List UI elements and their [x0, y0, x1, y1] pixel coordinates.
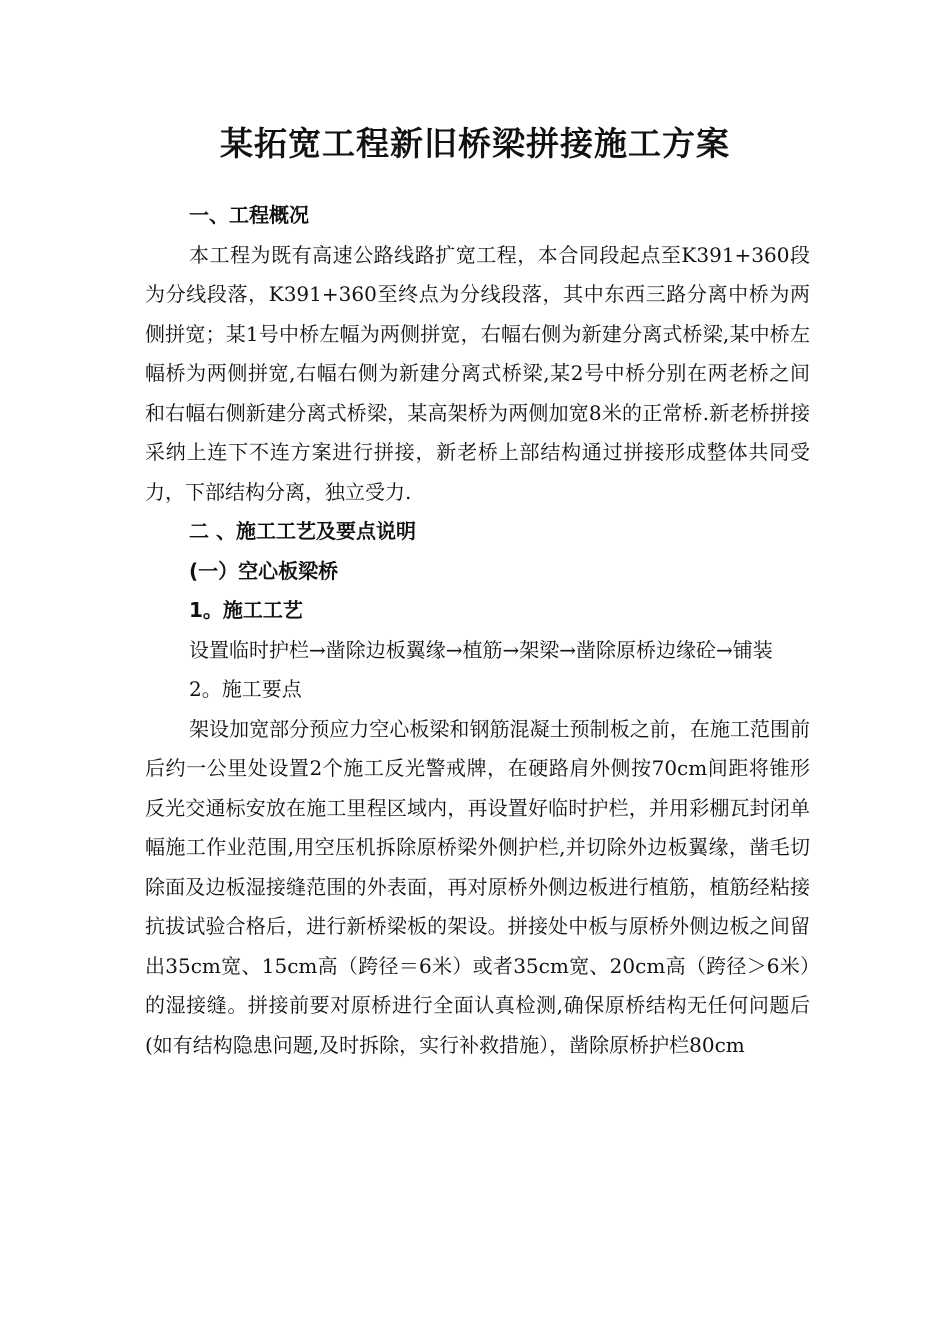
paragraph-process-steps: 设置临时护栏→凿除边板翼缘→植筋→架梁→凿除原桥边缘砼→铺装: [189, 637, 773, 662]
paragraph-construction-points: 架设加宽部分预应力空心板梁和钢筋混凝土预制板之前，在施工范围前后约一公里处设置2个施工反光警戒牌，在硬路肩外侧按70cm间距将锥形反光交通标安放在施工里程区域内，再设置好临时护栏，并用彩棚瓦封闭单幅施工作业范围,用空压机拆除原桥梁外侧护栏,并切除外边板翼缘，凿毛切除面及边板湿接缝范围的外表面，再对原桥外侧边板进行植筋，植筋经粘接抗拔试验合格后，进行新桥梁板的架设。拼接处中板与原桥外侧边板之间留出35cm宽、15cm高（跨径＝6米）或者35cm宽、20cm高（跨径＞6米）的湿接缝。拼接前要对原桥进行全面认真检测,确保原桥结构无任何问题后(如有结构隐患问题,及时拆除，实行补救措施），凿除原桥护栏80cm: [145, 716, 810, 1057]
paragraph-overview: 本工程为既有高速公路线路扩宽工程，本合同段起点至K391+360段为分线段落，K391+360至终点为分线段落，其中东西三路分离中桥为两侧拼宽；某1号中桥左幅为两侧拼宽，右幅右侧为新建分离式桥梁,某中桥左幅桥为两侧拼宽,右幅右侧为新建分离式桥梁,某2号中桥分别在两老桥之间和右幅右侧新建分离式桥梁，某高架桥为两侧加宽8米的正常桥.新老桥拼接采纳上连下不连方案进行拼接，新老桥上部结构通过拼接形成整体共同受力，下部结构分离，独立受力.: [145, 242, 810, 504]
subsection-heading-hollow-slab: (一）空心板梁桥: [189, 558, 339, 583]
subsection-heading-points: 2。施工要点: [189, 677, 302, 701]
section-heading-process: 二 、施工工艺及要点说明: [189, 519, 416, 543]
section-heading-overview: 一、工程概况: [189, 203, 309, 227]
document-body: [145, 196, 810, 1065]
subsection-heading-process: 1。施工工艺: [189, 598, 303, 622]
document-title: 某拓宽工程新旧桥梁拼接施工方案: [220, 124, 730, 163]
